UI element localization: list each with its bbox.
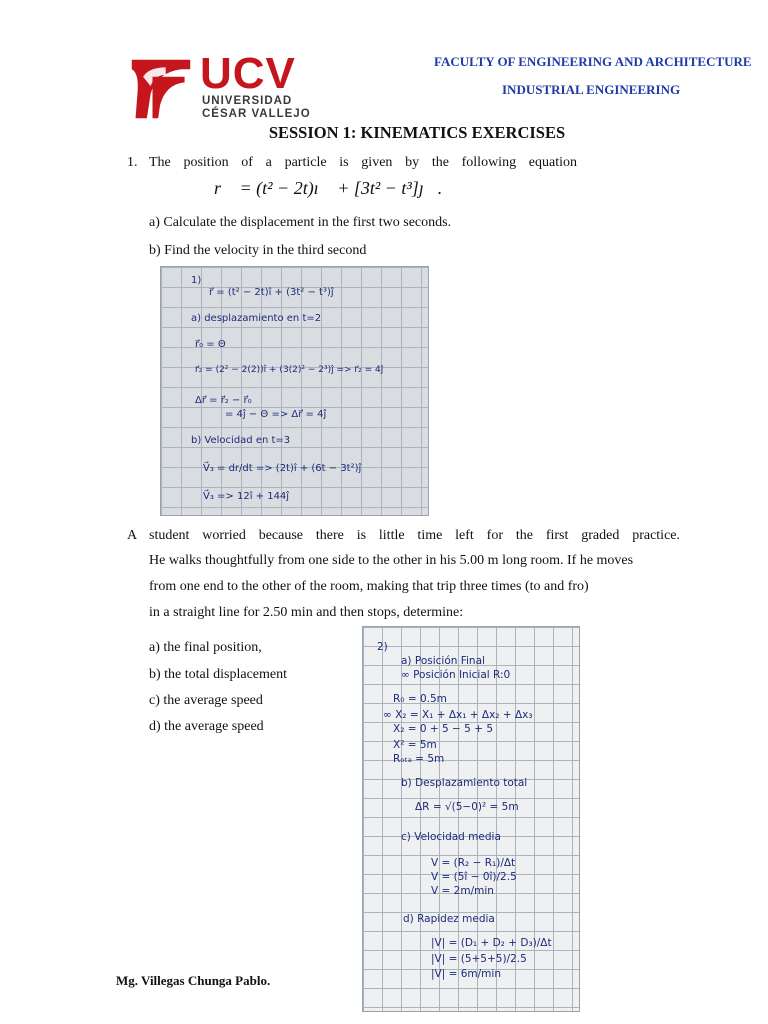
hw2-line: X₂ = 0 + 5 − 5 + 5 — [393, 723, 494, 735]
problem-2-line-3: from one end to the other of the room, making that trip three times (to and fro) — [149, 579, 589, 594]
hw2-line: V = (R₂ − R₁)/Δt — [431, 857, 516, 869]
problem-2-item-c: c) the average speed — [149, 693, 263, 708]
hw2-line: X² = 5m — [393, 739, 437, 751]
hw1-line: r⃗₀ = Θ — [195, 339, 226, 350]
hw2-line: a) Posición Final — [401, 655, 485, 667]
handwritten-solution-1 — [160, 266, 429, 516]
logo-line-1: UNIVERSIDAD — [202, 95, 293, 107]
problem-2-item-a: a) the final position, — [149, 640, 262, 655]
hw1-line: r⃗ = (t² − 2t)î + (3t² − t³)ĵ — [209, 287, 334, 298]
ucv-logo — [128, 54, 194, 124]
problem-2-item-b: b) the total displacement — [149, 667, 288, 682]
hw1-line: Δr⃗ = r⃗₂ − r⃗₀ — [195, 395, 252, 406]
hw1-line: = 4ĵ − Θ => Δr⃗ = 4ĵ — [225, 409, 327, 420]
hw2-line: V = (5î − 0î)/2.5 — [431, 871, 517, 883]
hw2-line: 2) — [377, 641, 388, 653]
hw2-line: |V| = (D₁ + D₂ + D₃)/Δt — [431, 937, 552, 949]
hw2-line: V = 2m/min — [431, 885, 494, 897]
problem-1-part-a: a) Calculate the displacement in the first two seconds. — [149, 215, 452, 230]
position-equation: r⃗ = (t² − 2t)ı⃗ + [3t² − t³]ȷ⃗. — [214, 178, 443, 198]
logo-line-2: CÉSAR VALLEJO — [202, 108, 311, 120]
hw2-line: |V| = 6m/min — [431, 968, 501, 980]
hw2-line: d) Rapidez media — [403, 913, 495, 925]
problem-2-line-4: in a straight line for 2.50 min and then stops, determine: — [149, 605, 464, 620]
logo-brand: UCV — [200, 49, 296, 98]
hw2-line: Rₒₜₐ = 5m — [393, 753, 445, 765]
problem-1-part-b: b) Find the velocity in the third second — [149, 243, 367, 258]
page-title: SESSION 1: KINEMATICS EXERCISES — [268, 123, 566, 142]
author-signature: Mg. Villegas Chunga Pablo. — [116, 973, 271, 988]
faculty-heading: FACULTY OF ENGINEERING AND ARCHITECTURE — [434, 54, 752, 69]
hw1-line: r⃗₂ = (2² − 2(2))î + (3(2)² − 2³)ĵ => r⃗₂ = 4ĵ — [195, 365, 384, 375]
hw2-line: R₀ = 0.5m — [393, 693, 447, 705]
hw2-line: c) Velocidad media — [401, 831, 501, 843]
problem-2-item-d: d) the average speed — [149, 719, 264, 734]
hw1-line: 1) — [191, 275, 202, 286]
hw2-line: ΔR = √(5−0)² = 5m — [415, 801, 519, 813]
hw2-line: |V| = (5+5+5)/2.5 — [431, 953, 527, 965]
problem-1-intro: The position of a particle is given by the following equation — [149, 155, 577, 170]
handwritten-solution-2 — [362, 626, 580, 1012]
hw1-line: b) Velocidad en t=3 — [191, 435, 291, 446]
problem-2-line-2: He walks thoughtfully from one side to the other in his 5.00 m long room. If he moves — [149, 553, 634, 568]
hw1-line: V⃗₃ => 12î + 144ĵ — [203, 491, 290, 502]
hw2-line: ∞ X₂ = X₁ + Δx₁ + Δx₂ + Δx₃ — [383, 709, 533, 721]
problem-1-number: 1. — [127, 155, 138, 170]
hw2-line: b) Desplazamiento total — [401, 777, 528, 789]
problem-2-marker: A — [127, 528, 138, 543]
problem-2-line-1: student worried because there is little time left for the first graded practice. — [149, 528, 680, 543]
hw1-line: V⃗₃ = dr/dt => (2t)î + (6t − 3t²)ĵ — [203, 463, 362, 474]
hw1-line: a) desplazamiento en t=2 — [191, 313, 322, 324]
hw2-line: ∞ Posición Inicial R:0 — [401, 669, 511, 681]
department-heading: INDUSTRIAL ENGINEERING — [502, 82, 681, 97]
